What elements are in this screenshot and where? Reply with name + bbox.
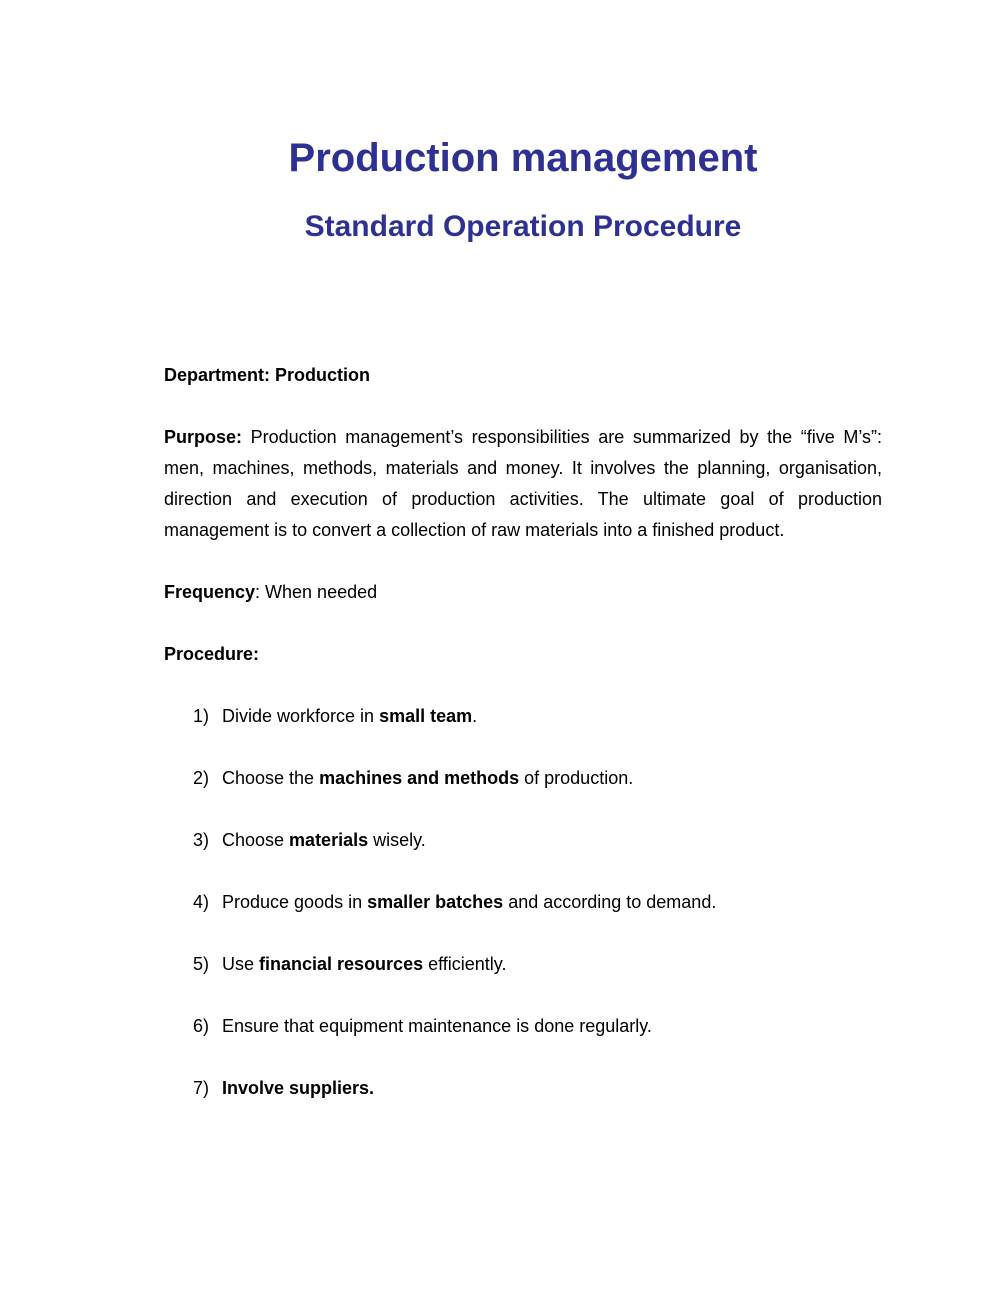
step-text: Choose [222,830,290,850]
step-text: Ensure that equipment maintenance is done regularly. [222,1016,652,1036]
department-line [164,360,882,391]
procedure-heading [164,639,882,670]
step-bold-text: financial resources [259,954,424,974]
list-item [164,701,882,732]
step-bold-text: materials [289,830,369,850]
step-text: and according to demand. [503,892,717,912]
purpose-text: Production management’s responsibilities are summarized by the “five M’s”: men, machines, methods, materials and money. It involves the planning, organisation, direction and execution of production activities. The ultimate goal of production management is to convert a collection of raw materials into a finished product. [164,427,882,540]
step-number: 7) [193,1078,210,1098]
department-label: Department: Production [164,365,371,385]
list-item [164,1011,882,1042]
list-item [164,763,882,794]
frequency-text: : When needed [255,582,378,602]
list-item [164,1073,882,1104]
purpose-paragraph [164,422,882,546]
step-text: of production. [519,768,634,788]
list-item [164,825,882,856]
frequency-label: Frequency [164,582,256,602]
step-bold-text: small team [379,706,473,726]
frequency-line [164,577,882,608]
step-bold-text: smaller batches [367,892,504,912]
list-item [164,887,882,918]
document-title: Production management [288,136,758,180]
purpose-label: Purpose: [164,427,243,447]
step-text: Produce goods in [222,892,368,912]
step-number: 2) [193,768,210,788]
procedure-label: Procedure: [164,644,260,664]
document-subtitle: Standard Operation Procedure [304,210,742,243]
procedure-list [164,701,882,1104]
step-bold-text: machines and methods [319,768,520,788]
step-number: 3) [193,830,210,850]
step-text: Use [222,954,260,974]
document-body [164,360,882,1135]
step-text: wisely. [368,830,426,850]
step-text: Choose the [222,768,320,788]
step-number: 5) [193,954,210,974]
step-number: 1) [193,706,210,726]
step-number: 6) [193,1016,210,1036]
step-text: Divide workforce in [222,706,380,726]
step-text: . [472,706,478,726]
step-text: efficiently. [423,954,507,974]
list-item [164,949,882,980]
step-number: 4) [193,892,210,912]
step-bold-text: Involve suppliers. [222,1078,375,1098]
